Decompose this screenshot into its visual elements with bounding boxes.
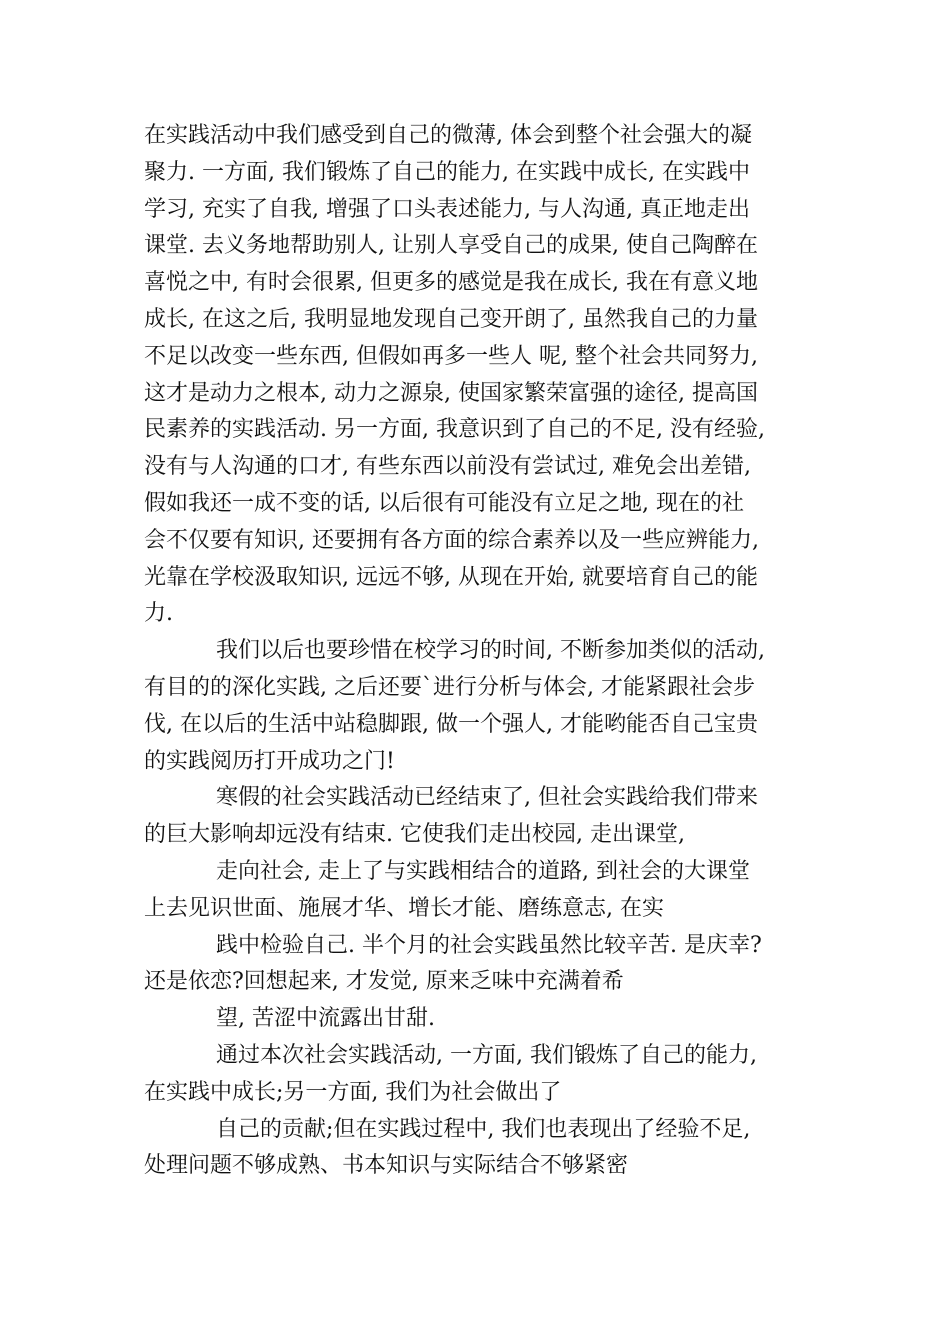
text-line: 喜悦之中, 有时会很累, 但更多的感觉是我在成长, 我在有意义地 — [144, 270, 758, 296]
paragraph-start-line: 我们以后也要珍惜在校学习的时间, 不断参加类似的活动, — [216, 638, 765, 664]
text-line: 不足以改变一些东西, 但假如再多一些人 呢, 整个社会共同努力, — [144, 343, 758, 369]
text-line: 聚力. 一方面, 我们锻炼了自己的能力, 在实践中成长, 在实践中 — [144, 159, 750, 185]
text-line: 学习, 充实了自我, 增强了口头表述能力, 与人沟通, 真正地走出 — [144, 196, 750, 222]
text-line: 处理问题不够成熟、书本知识与实际结合不够紧密 — [144, 1153, 629, 1179]
text-line: 伐, 在以后的生活中站稳脚跟, 做一个强人, 才能哟能否自己宝贵 — [144, 711, 758, 737]
text-line: 力. — [144, 601, 173, 627]
text-line: 没有与人沟通的口才, 有些东西以前没有尝试过, 难免会出差错, — [144, 454, 751, 480]
text-line: 民素养的实践活动. 另一方面, 我意识到了自己的不足, 没有经验, — [144, 417, 765, 443]
text-line: 假如我还一成不变的话, 以后很有可能没有立足之地, 现在的社 — [144, 490, 744, 516]
text-line: 这才是动力之根本, 动力之源泉, 使国家繁荣富强的途径, 提高国 — [144, 380, 758, 406]
text-line: 在实践活动中我们感受到自己的微薄, 体会到整个社会强大的凝 — [144, 123, 752, 148]
paragraph-start-line: 自己的贡献;但在实践过程中, 我们也表现出了经验不足, — [216, 1116, 751, 1142]
paragraph-start-line: 寒假的社会实践活动已经结束了, 但社会实践给我们带来 — [216, 785, 758, 811]
text-line: 会不仅要有知识, 还要拥有各方面的综合素养以及一些应辨能力, — [144, 527, 759, 553]
paragraph-start-line: 走向社会, 走上了与实践相结合的道路, 到社会的大课堂 — [216, 858, 750, 884]
text-line: 光靠在学校汲取知识, 远远不够, 从现在开始, 就要培育自己的能 — [144, 564, 758, 590]
text-line: 上去见识世面、施展才华、增长才能、磨练意志, 在实 — [144, 895, 664, 921]
body-text — [144, 118, 824, 1185]
text-line: 的巨大影响却远没有结束. 它使我们走出校园, 走出课堂, — [144, 822, 685, 848]
paragraph-start-line: 践中检验自己. 半个月的社会实践虽然比较辛苦. 是庆幸? — [216, 932, 762, 958]
text-line: 有目的的深化实践, 之后还要`进行分析与体会, 才能紧跟社会步 — [144, 674, 755, 700]
paragraph-start-line: 望, 苦涩中流露出甘甜. — [216, 1006, 435, 1032]
text-line: 的实践阅历打开成功之门! — [144, 748, 395, 774]
text-line: 还是依恋?回想起来, 才发觉, 原来乏味中充满着希 — [144, 969, 624, 995]
text-line: 成长, 在这之后, 我明显地发现自己变开朗了, 虽然我自己的力量 — [144, 306, 758, 332]
paragraph-start-line: 通过本次社会实践活动, 一方面, 我们锻炼了自己的能力, — [216, 1042, 757, 1068]
text-line: 在实践中成长;另一方面, 我们为社会做出了 — [144, 1079, 562, 1105]
text-line: 课堂. 去义务地帮助别人, 让别人享受自己的成果, 使自己陶醉在 — [144, 233, 758, 259]
